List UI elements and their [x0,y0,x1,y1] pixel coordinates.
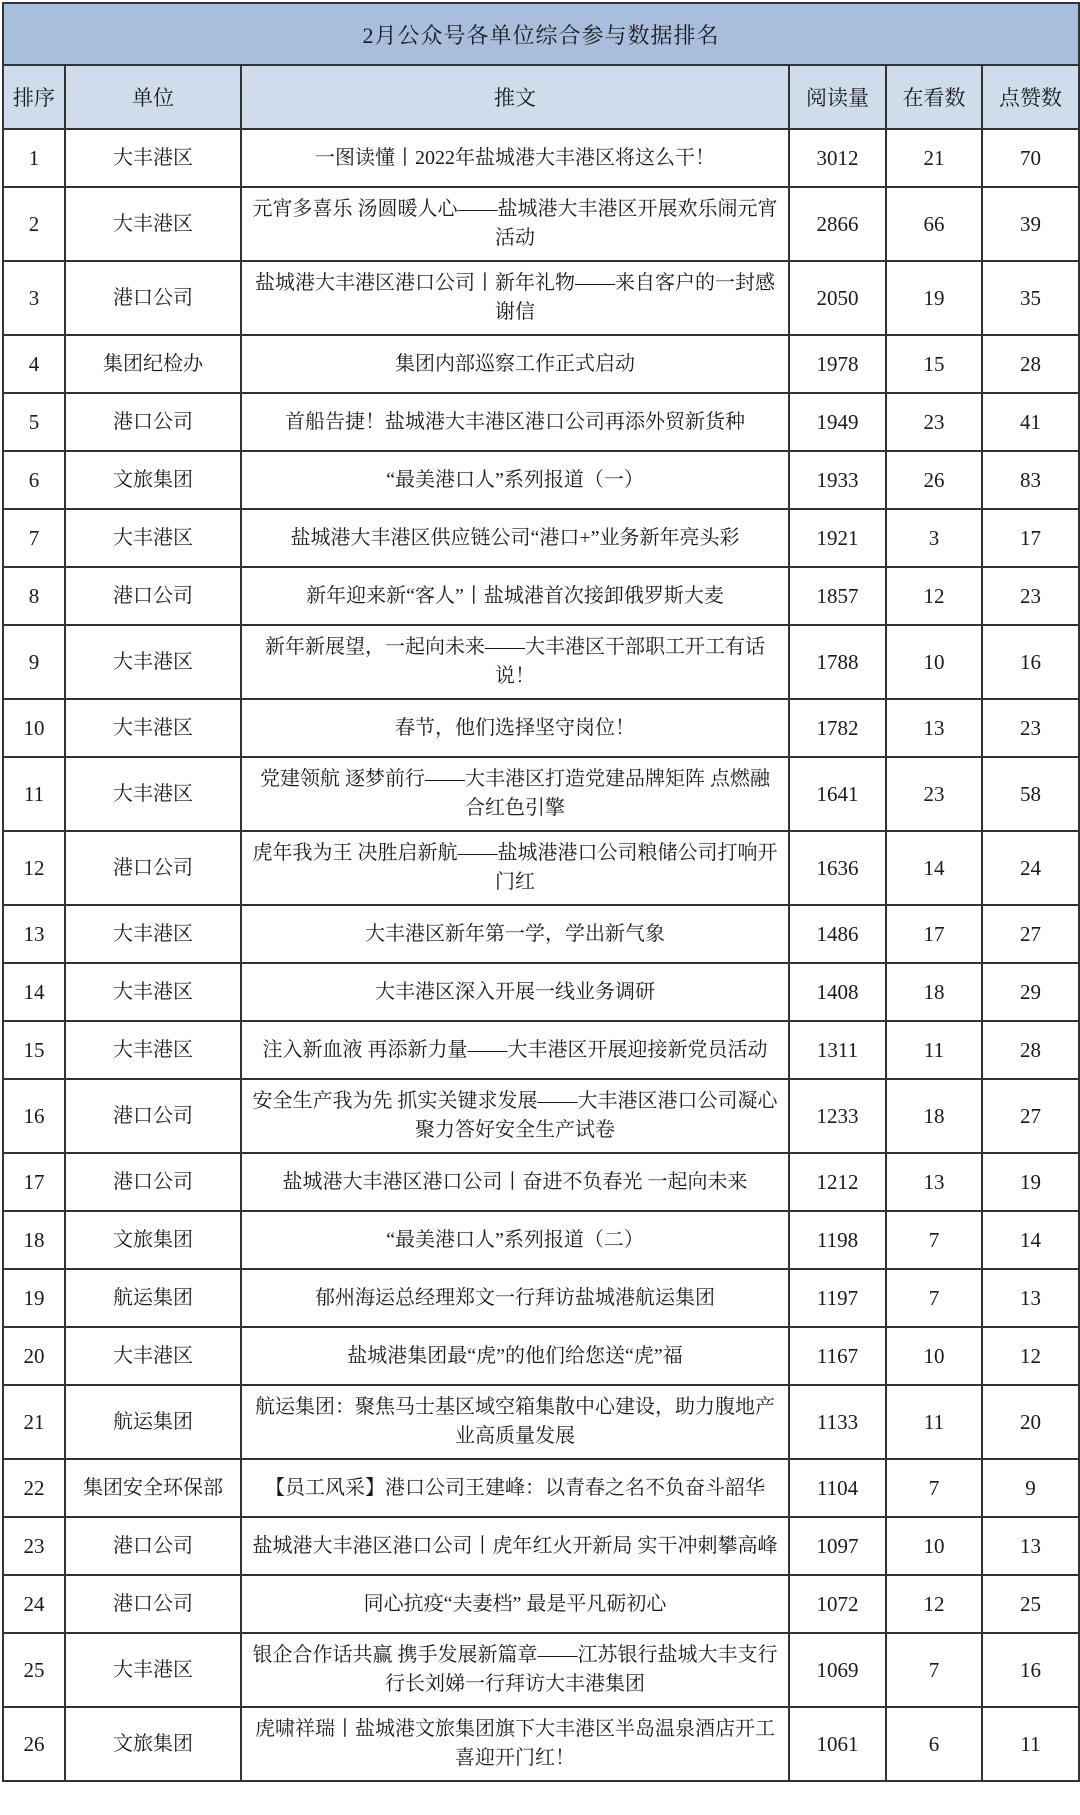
article-cell: 盐城港大丰港区供应链公司“港口+”业务新年亮头彩 [241,509,789,567]
unit-cell: 大丰港区 [65,757,241,831]
rank-cell: 8 [3,567,65,625]
unit-cell: 大丰港区 [65,187,241,261]
column-header-reads: 阅读量 [789,65,886,129]
likes-cell: 9 [982,1459,1079,1517]
rank-cell: 3 [3,261,65,335]
likes-cell: 16 [982,1633,1079,1707]
rank-cell: 24 [3,1575,65,1633]
article-cell: 虎啸祥瑞丨盐城港文旅集团旗下大丰港区半岛温泉酒店开工喜迎开门红！ [241,1707,789,1781]
likes-cell: 12 [982,1327,1079,1385]
likes-cell: 41 [982,393,1079,451]
column-header-row [3,65,1079,129]
table-row [3,1575,1079,1633]
unit-cell: 大丰港区 [65,1021,241,1079]
rank-cell: 18 [3,1211,65,1269]
unit-cell: 大丰港区 [65,625,241,699]
likes-cell: 39 [982,187,1079,261]
rank-cell: 16 [3,1079,65,1153]
table-row [3,1459,1079,1517]
table-row [3,1021,1079,1079]
rank-cell: 4 [3,335,65,393]
watching-cell: 26 [886,451,982,509]
watching-cell: 18 [886,1079,982,1153]
article-cell: 银企合作话共赢 携手发展新篇章——江苏银行盐城大丰支行行长刘娣一行拜访大丰港集团 [241,1633,789,1707]
watching-cell: 7 [886,1633,982,1707]
table-row [3,1385,1079,1459]
reads-cell: 1104 [789,1459,886,1517]
article-cell: 新年新展望，一起向未来——大丰港区干部职工开工有话说！ [241,625,789,699]
table-row [3,1211,1079,1269]
likes-cell: 13 [982,1517,1079,1575]
likes-cell: 25 [982,1575,1079,1633]
article-cell: 同心抗疫“夫妻档” 最是平凡砺初心 [241,1575,789,1633]
reads-cell: 1233 [789,1079,886,1153]
likes-cell: 58 [982,757,1079,831]
rank-cell: 20 [3,1327,65,1385]
article-cell: 航运集团：聚焦马士基区域空箱集散中心建设，助力腹地产业高质量发展 [241,1385,789,1459]
rank-cell: 22 [3,1459,65,1517]
watching-cell: 12 [886,567,982,625]
article-cell: 新年迎来新“客人”丨盐城港首次接卸俄罗斯大麦 [241,567,789,625]
watching-cell: 10 [886,1327,982,1385]
watching-cell: 3 [886,509,982,567]
rank-cell: 21 [3,1385,65,1459]
article-cell: “最美港口人”系列报道（一） [241,451,789,509]
article-cell: 首船告捷！盐城港大丰港区港口公司再添外贸新货种 [241,393,789,451]
rank-cell: 12 [3,831,65,905]
rank-cell: 23 [3,1517,65,1575]
unit-cell: 集团纪检办 [65,335,241,393]
likes-cell: 24 [982,831,1079,905]
table-row [3,261,1079,335]
unit-cell: 港口公司 [65,393,241,451]
likes-cell: 70 [982,129,1079,187]
watching-cell: 6 [886,1707,982,1781]
table-row [3,1327,1079,1385]
reads-cell: 1933 [789,451,886,509]
article-cell: 盐城港集团最“虎”的他们给您送“虎”福 [241,1327,789,1385]
likes-cell: 23 [982,567,1079,625]
column-header-likes: 点赞数 [982,65,1079,129]
unit-cell: 大丰港区 [65,509,241,567]
rank-cell: 19 [3,1269,65,1327]
article-cell: 集团内部巡察工作正式启动 [241,335,789,393]
column-header-article: 推文 [241,65,789,129]
reads-cell: 3012 [789,129,886,187]
watching-cell: 13 [886,699,982,757]
table-row [3,335,1079,393]
watching-cell: 7 [886,1459,982,1517]
reads-cell: 1782 [789,699,886,757]
likes-cell: 16 [982,625,1079,699]
article-cell: 郁州海运总经理郑文一行拜访盐城港航运集团 [241,1269,789,1327]
reads-cell: 1167 [789,1327,886,1385]
rank-cell: 5 [3,393,65,451]
reads-cell: 1949 [789,393,886,451]
watching-cell: 14 [886,831,982,905]
article-cell: 元宵多喜乐 汤圆暖人心——盐城港大丰港区开展欢乐闹元宵活动 [241,187,789,261]
table-row [3,129,1079,187]
likes-cell: 27 [982,1079,1079,1153]
table-row [3,757,1079,831]
article-cell: 一图读懂丨2022年盐城港大丰港区将这么干！ [241,129,789,187]
table-row [3,831,1079,905]
likes-cell: 20 [982,1385,1079,1459]
unit-cell: 文旅集团 [65,451,241,509]
watching-cell: 66 [886,187,982,261]
rank-cell: 17 [3,1153,65,1211]
reads-cell: 1408 [789,963,886,1021]
reads-cell: 1072 [789,1575,886,1633]
reads-cell: 1197 [789,1269,886,1327]
table-row [3,451,1079,509]
watching-cell: 23 [886,757,982,831]
likes-cell: 28 [982,335,1079,393]
watching-cell: 11 [886,1021,982,1079]
article-cell: 大丰港区深入开展一线业务调研 [241,963,789,1021]
reads-cell: 1788 [789,625,886,699]
table-row [3,625,1079,699]
likes-cell: 28 [982,1021,1079,1079]
table-row [3,1079,1079,1153]
reads-cell: 1061 [789,1707,886,1781]
table-row [3,905,1079,963]
likes-cell: 23 [982,699,1079,757]
article-cell: 【员工风采】港口公司王建峰：以青春之名不负奋斗韶华 [241,1459,789,1517]
table-row [3,699,1079,757]
unit-cell: 航运集团 [65,1269,241,1327]
unit-cell: 港口公司 [65,1153,241,1211]
table-row [3,567,1079,625]
unit-cell: 港口公司 [65,567,241,625]
unit-cell: 集团安全环保部 [65,1459,241,1517]
watching-cell: 21 [886,129,982,187]
table-title: 2月公众号各单位综合参与数据排名 [3,3,1079,65]
reads-cell: 1636 [789,831,886,905]
article-cell: “最美港口人”系列报道（二） [241,1211,789,1269]
reads-cell: 1978 [789,335,886,393]
watching-cell: 10 [886,1517,982,1575]
watching-cell: 12 [886,1575,982,1633]
unit-cell: 大丰港区 [65,905,241,963]
reads-cell: 1212 [789,1153,886,1211]
table-row [3,393,1079,451]
rank-cell: 9 [3,625,65,699]
rank-cell: 1 [3,129,65,187]
rank-cell: 10 [3,699,65,757]
reads-cell: 1486 [789,905,886,963]
unit-cell: 港口公司 [65,831,241,905]
rank-cell: 13 [3,905,65,963]
rank-cell: 7 [3,509,65,567]
reads-cell: 1857 [789,567,886,625]
article-cell: 大丰港区新年第一学，学出新气象 [241,905,789,963]
likes-cell: 35 [982,261,1079,335]
likes-cell: 11 [982,1707,1079,1781]
unit-cell: 大丰港区 [65,699,241,757]
reads-cell: 1198 [789,1211,886,1269]
watching-cell: 7 [886,1211,982,1269]
watching-cell: 13 [886,1153,982,1211]
watching-cell: 15 [886,335,982,393]
likes-cell: 14 [982,1211,1079,1269]
rank-cell: 2 [3,187,65,261]
ranking-table [2,2,1080,1782]
table-body [3,129,1079,1781]
watching-cell: 23 [886,393,982,451]
rank-cell: 14 [3,963,65,1021]
article-cell: 盐城港大丰港区港口公司丨奋进不负春光 一起向未来 [241,1153,789,1211]
watching-cell: 7 [886,1269,982,1327]
reads-cell: 1069 [789,1633,886,1707]
unit-cell: 港口公司 [65,1575,241,1633]
reads-cell: 1921 [789,509,886,567]
table-row [3,1517,1079,1575]
table-row [3,1707,1079,1781]
likes-cell: 13 [982,1269,1079,1327]
likes-cell: 17 [982,509,1079,567]
table-row [3,1153,1079,1211]
article-cell: 虎年我为王 决胜启新航——盐城港港口公司粮储公司打响开门红 [241,831,789,905]
article-cell: 安全生产我为先 抓实关键求发展——大丰港区港口公司凝心聚力答好安全生产试卷 [241,1079,789,1153]
article-cell: 春节，他们选择坚守岗位！ [241,699,789,757]
unit-cell: 航运集团 [65,1385,241,1459]
rank-cell: 15 [3,1021,65,1079]
unit-cell: 大丰港区 [65,129,241,187]
reads-cell: 1641 [789,757,886,831]
unit-cell: 大丰港区 [65,963,241,1021]
watching-cell: 19 [886,261,982,335]
table-row [3,963,1079,1021]
watching-cell: 17 [886,905,982,963]
column-header-rank: 排序 [3,65,65,129]
reads-cell: 2050 [789,261,886,335]
rank-cell: 25 [3,1633,65,1707]
reads-cell: 1311 [789,1021,886,1079]
likes-cell: 83 [982,451,1079,509]
likes-cell: 27 [982,905,1079,963]
column-header-watching: 在看数 [886,65,982,129]
unit-cell: 文旅集团 [65,1707,241,1781]
table-row [3,1633,1079,1707]
reads-cell: 1133 [789,1385,886,1459]
watching-cell: 18 [886,963,982,1021]
unit-cell: 港口公司 [65,1517,241,1575]
unit-cell: 港口公司 [65,261,241,335]
table-row [3,1269,1079,1327]
unit-cell: 大丰港区 [65,1327,241,1385]
article-cell: 盐城港大丰港区港口公司丨新年礼物——来自客户的一封感谢信 [241,261,789,335]
article-cell: 注入新血液 再添新力量——大丰港区开展迎接新党员活动 [241,1021,789,1079]
likes-cell: 29 [982,963,1079,1021]
rank-cell: 26 [3,1707,65,1781]
rank-cell: 11 [3,757,65,831]
column-header-unit: 单位 [65,65,241,129]
table-row [3,509,1079,567]
table-row [3,187,1079,261]
unit-cell: 文旅集团 [65,1211,241,1269]
table-title-row [3,3,1079,65]
article-cell: 党建领航 逐梦前行——大丰港区打造党建品牌矩阵 点燃融合红色引擎 [241,757,789,831]
unit-cell: 港口公司 [65,1079,241,1153]
reads-cell: 1097 [789,1517,886,1575]
article-cell: 盐城港大丰港区港口公司丨虎年红火开新局 实干冲刺攀高峰 [241,1517,789,1575]
likes-cell: 19 [982,1153,1079,1211]
reads-cell: 2866 [789,187,886,261]
watching-cell: 10 [886,625,982,699]
watching-cell: 11 [886,1385,982,1459]
unit-cell: 大丰港区 [65,1633,241,1707]
rank-cell: 6 [3,451,65,509]
